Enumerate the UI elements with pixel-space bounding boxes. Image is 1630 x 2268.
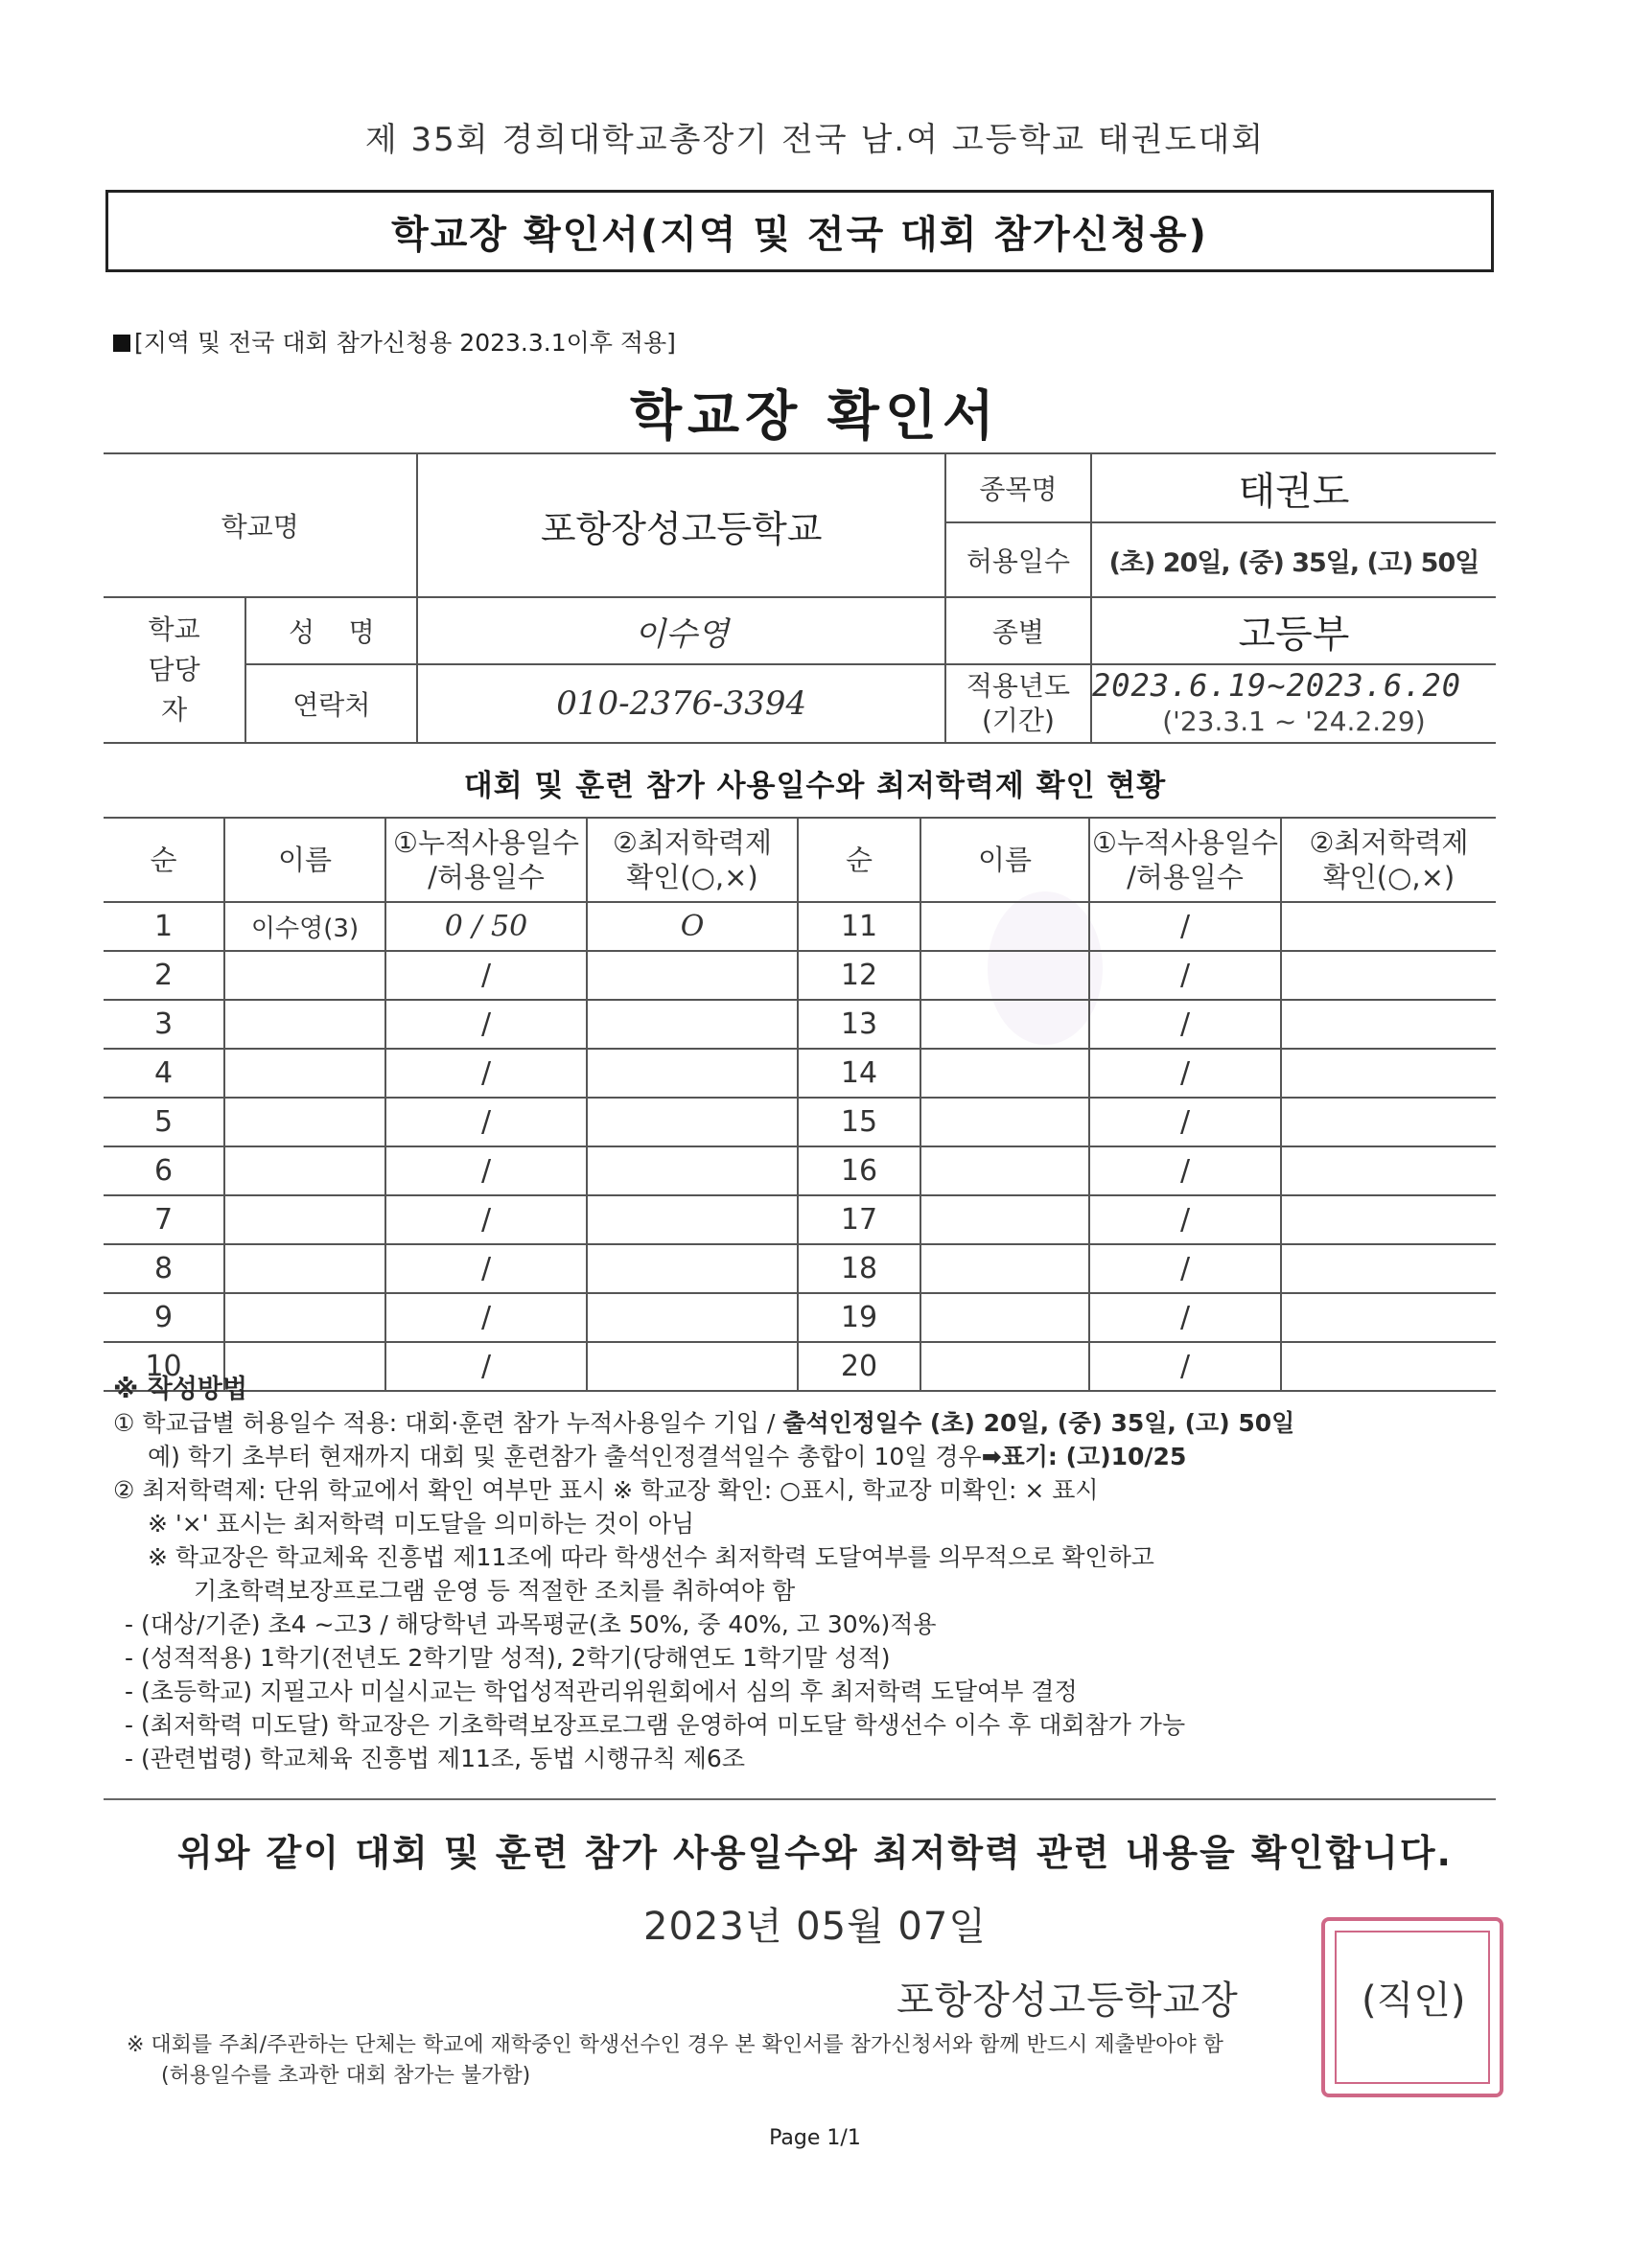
row-name-left	[224, 1098, 385, 1146]
header-no: 순	[104, 818, 224, 902]
sport-label: 종목명	[945, 453, 1091, 522]
row-days-left: /	[385, 1244, 587, 1293]
instruction-line-6: 기초학력보장프로그램 운영 등 적절한 조치를 취하여야 함	[194, 1577, 796, 1605]
instruction-line-1	[113, 1406, 1494, 1440]
header-check-line2: 확인(○,×)	[626, 861, 758, 893]
row-days-right: /	[1089, 1049, 1281, 1098]
division-label: 종별	[945, 597, 1091, 664]
document-title-box	[105, 190, 1494, 272]
row-check-right	[1281, 902, 1496, 951]
row-check-right	[1281, 1146, 1496, 1195]
period-range: ('23.3.1 ~ '24.2.29)	[1162, 706, 1426, 737]
school-info-table	[104, 452, 1496, 744]
footnote-line-1: ※ 대회를 주최/주관하는 단체는 학교에 재학중인 학생선수인 경우 본 확인서를 참가신청서와 함께 반드시 제출받아야 함	[127, 2033, 1223, 2057]
row-name-right	[920, 1293, 1089, 1342]
header-days-right-line1: ①누적사용일수	[1091, 825, 1279, 859]
row-no-left: 6	[104, 1146, 224, 1195]
row-no-left: 4	[104, 1049, 224, 1098]
divider	[104, 1798, 1496, 1800]
header-check-right-line2: 확인(○,×)	[1322, 861, 1455, 893]
row-check-left	[587, 1195, 798, 1244]
header-check-right-line1: ②최저학력제	[1309, 825, 1469, 859]
row-days-right: /	[1089, 1098, 1281, 1146]
instruction-line-9: - (초등학교) 지필고사 미실시교는 학업성적관리위원회에서 심의 후 최저학력 도달여부 결정	[125, 1678, 1078, 1705]
name-label: 성 명	[245, 597, 417, 664]
row-days-right: /	[1089, 1195, 1281, 1244]
instruction-line-7: - (대상/기준) 초4 ~고3 / 해당학년 과목평균(초 50%, 중 40%, 고 30%)적용	[125, 1610, 937, 1638]
row-no-right: 12	[798, 951, 920, 1000]
row-days-left: /	[385, 1098, 587, 1146]
row-check-left	[587, 951, 798, 1000]
row-name-right	[920, 1146, 1089, 1195]
row-days-right: /	[1089, 951, 1281, 1000]
row-check-right	[1281, 1195, 1496, 1244]
page-number: Page 1/1	[769, 2126, 861, 2150]
row-no-left: 7	[104, 1195, 224, 1244]
header-days-right	[1089, 818, 1281, 902]
instruction-line-11: - (관련법령) 학교체육 진흥법 제11조, 동법 시행규칙 제6조	[125, 1745, 745, 1772]
sport-value: 태권도	[1091, 453, 1496, 522]
instruction-line-2-a: 예) 학기 초부터 현재까지 대회 및 훈련참가 출석인정결석일수 총합이 10일 경우	[148, 1443, 982, 1470]
row-no-left: 3	[104, 1000, 224, 1049]
row-name-right	[920, 1244, 1089, 1293]
roster-header-row	[104, 818, 1496, 902]
instruction-line-4: ※ '×' 표시는 최저학력 미도달을 의미하는 것이 아님	[148, 1510, 695, 1538]
row-check-right	[1281, 951, 1496, 1000]
row-no-right: 14	[798, 1049, 920, 1098]
status-title: 대회 및 훈련 참가 사용일수와 최저학력제 확인 현황	[463, 769, 1167, 803]
row-name-left	[224, 1293, 385, 1342]
apply-year-label	[945, 664, 1091, 743]
row-no-right: 18	[798, 1244, 920, 1293]
table-row	[104, 1049, 1496, 1098]
table-row	[104, 1000, 1496, 1049]
instruction-line-5: ※ 학교장은 학교체육 진흥법 제11조에 따라 학생선수 최저학력 도달여부를 의무적으로 확인하고	[148, 1543, 1154, 1571]
row-name-left	[224, 1049, 385, 1098]
apply-year-label-text: 적용년도 (기간)	[966, 670, 1071, 736]
header-days-right-line2: /허용일수	[1127, 861, 1244, 893]
instruction-line-2	[113, 1440, 1494, 1473]
name-value: 이수영	[417, 597, 945, 664]
confirmation-statement: 위와 같이 대회 및 훈련 참가 사용일수와 최저학력 관련 내용을 확인합니다.	[177, 1832, 1453, 1874]
event-title: 제 35회 경희대학교총장기 전국 남.여 고등학교 태권도대회	[364, 121, 1266, 159]
instructions-header: ※ 작성방법	[113, 1375, 247, 1404]
row-name-left	[224, 1000, 385, 1049]
row-days-left: /	[385, 1000, 587, 1049]
row-name-left	[224, 1244, 385, 1293]
header-days	[385, 818, 587, 902]
row-no-right: 15	[798, 1098, 920, 1146]
row-check-right	[1281, 1244, 1496, 1293]
table-row	[104, 1244, 1496, 1293]
notice-text: [지역 및 전국 대회 참가신청용 2023.3.1이후 적용]	[134, 329, 676, 357]
row-check-left	[587, 1293, 798, 1342]
phone-value: 010-2376-3394	[417, 664, 945, 743]
row-days-left: /	[385, 951, 587, 1000]
row-days-left: /	[385, 1293, 587, 1342]
phone-label: 연락처	[245, 664, 417, 743]
footnote-line-2: (허용일수를 초과한 대회 참가는 불가함)	[161, 2064, 531, 2088]
header-check	[587, 818, 798, 902]
row-name-right	[920, 902, 1089, 951]
table-row	[104, 1293, 1496, 1342]
row-days-left: /	[385, 1146, 587, 1195]
header-days-line2: /허용일수	[428, 861, 545, 893]
row-check-left	[587, 1049, 798, 1098]
applicability-notice	[113, 324, 676, 359]
main-title: 학교장 확인서	[629, 385, 1001, 448]
row-name-right	[920, 951, 1089, 1000]
row-days-right: /	[1089, 902, 1281, 951]
issue-date: 2023년 05월 07일	[643, 1905, 987, 1949]
header-name: 이름	[224, 818, 385, 902]
period-dates: 2023.6.19~2023.6.20	[1091, 667, 1461, 704]
row-no-left: 2	[104, 951, 224, 1000]
allowed-days-value: (초) 20일, (중) 35일, (고) 50일	[1091, 522, 1496, 597]
row-days-left: /	[385, 1195, 587, 1244]
row-days-left: 0 / 50	[385, 902, 587, 951]
row-name-left	[224, 951, 385, 1000]
row-no-right: 13	[798, 1000, 920, 1049]
instruction-line-1-a: ① 학교급별 허용일수 적용: 대회·훈련 참가 누적사용일수 기입 /	[113, 1409, 783, 1437]
apply-year-value	[1091, 664, 1496, 743]
row-days-left: /	[385, 1049, 587, 1098]
row-no-left: 8	[104, 1244, 224, 1293]
header-check-right	[1281, 818, 1496, 902]
row-check-left	[587, 1244, 798, 1293]
row-check-right	[1281, 1293, 1496, 1342]
table-row	[104, 1146, 1496, 1195]
instruction-line-8: - (성적적용) 1학기(전년도 2학기말 성적), 2학기(당해연도 1학기말 성적)	[125, 1644, 891, 1672]
row-name-right	[920, 1049, 1089, 1098]
row-check-left	[587, 1146, 798, 1195]
row-days-right: /	[1089, 1293, 1281, 1342]
instruction-line-10: - (최저학력 미도달) 학교장은 기초학력보장프로그램 운영하여 미도달 학생선수 이수 후 대회참가 가능	[125, 1711, 1186, 1739]
division-value: 고등부	[1091, 597, 1496, 664]
row-no-left: 9	[104, 1293, 224, 1342]
row-no-right: 20	[798, 1342, 920, 1391]
contact-person-label	[104, 597, 245, 743]
row-no-right: 19	[798, 1293, 920, 1342]
row-name-left	[224, 1146, 385, 1195]
square-bullet-icon	[113, 335, 130, 352]
row-check-left	[587, 1098, 798, 1146]
athlete-roster-table	[104, 817, 1496, 1392]
row-check-right	[1281, 1000, 1496, 1049]
row-no-left: 1	[104, 902, 224, 951]
header-name-right: 이름	[920, 818, 1089, 902]
row-check-left: O	[587, 902, 798, 951]
row-name-left	[224, 1195, 385, 1244]
header-no-right: 순	[798, 818, 920, 902]
allowed-days-label: 허용일수	[945, 522, 1091, 597]
principal-title: 포항장성고등학교장	[896, 1979, 1239, 2023]
row-name-right	[920, 1000, 1089, 1049]
instruction-line-1-b: 출석인정일수 (초) 20일, (중) 35일, (고) 50일	[782, 1409, 1295, 1437]
seal-mark: (직인)	[1362, 1979, 1466, 2023]
header-days-line1: ①누적사용일수	[392, 825, 580, 859]
document-title: 학교장 확인서(지역 및 전국 대회 참가신청용)	[391, 212, 1208, 257]
table-row	[104, 902, 1496, 951]
row-no-left: 10	[104, 1342, 224, 1391]
row-days-right: /	[1089, 1146, 1281, 1195]
school-name-value: 포항장성고등학교	[417, 453, 945, 597]
instruction-line-3: ② 최저학력제: 단위 학교에서 확인 여부만 표시 ※ 학교장 확인: ○표시, 학교장 미확인: × 표시	[113, 1476, 1099, 1504]
instructions	[113, 1373, 1494, 1775]
row-days-right: /	[1089, 1244, 1281, 1293]
row-days-right: /	[1089, 1342, 1281, 1391]
table-row	[104, 1098, 1496, 1146]
row-check-left	[587, 1000, 798, 1049]
row-days-right: /	[1089, 1000, 1281, 1049]
table-row	[104, 951, 1496, 1000]
row-no-right: 17	[798, 1195, 920, 1244]
instruction-line-2-b: ➡표기: (고)10/25	[981, 1443, 1187, 1470]
row-no-left: 5	[104, 1098, 224, 1146]
footnote	[127, 2030, 1223, 2092]
school-name-label: 학교명	[104, 453, 417, 597]
row-days-left: /	[385, 1342, 587, 1391]
row-name-left: 이수영(3)	[224, 902, 385, 951]
table-row	[104, 1195, 1496, 1244]
row-name-right	[920, 1195, 1089, 1244]
row-check-right	[1281, 1098, 1496, 1146]
row-name-right	[920, 1098, 1089, 1146]
row-no-right: 16	[798, 1146, 920, 1195]
contact-person-label-text: 학교 담당자	[148, 613, 200, 726]
row-no-right: 11	[798, 902, 920, 951]
row-check-right	[1281, 1049, 1496, 1098]
header-check-line1: ②최저학력제	[612, 825, 773, 859]
